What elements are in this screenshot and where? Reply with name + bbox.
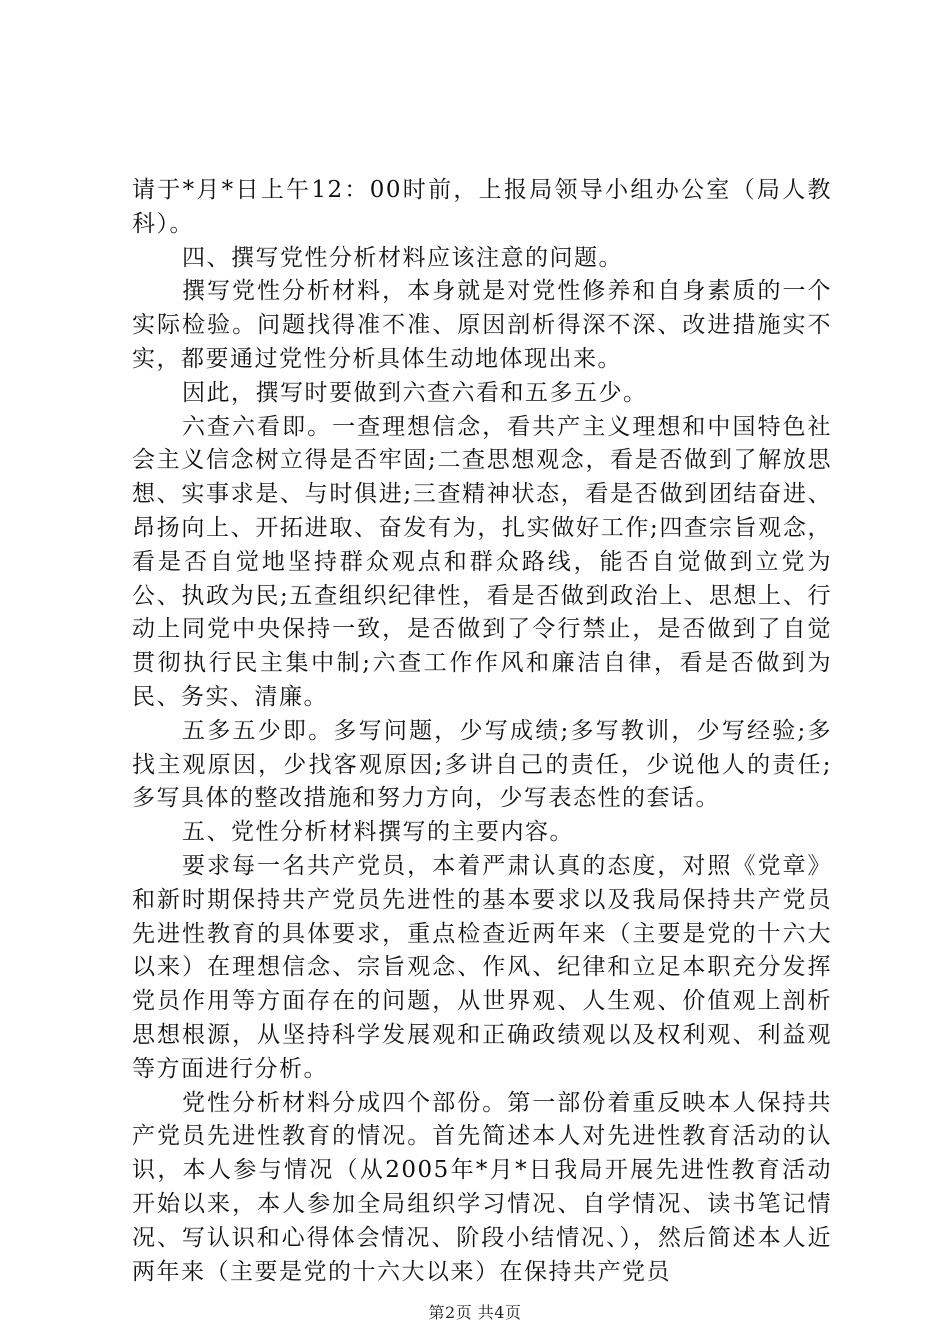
document-body — [132, 174, 832, 1289]
paragraph-requirements: 要求每一名共产党员，本着严肃认真的态度，对照《党章》和新时期保持共产党员先进性的基本要求以及我局保持共产党员先进性教育的具体要求，重点检查近两年来（主要是党的十六大以来）在理想信念、宗旨观念、作风、纪律和立足本职充分发挥党员作用等方面存在的问题，从世界观、人生观、价值观上剖析思想根源，从坚持科学发展观和正确政绩观以及权利观、利益观等方面进行分析。 — [132, 852, 832, 1082]
page-footer — [0, 1300, 950, 1323]
paragraph-deadline: 请于*月*日上午12：00时前，上报局领导小组办公室（局人教科）。 — [132, 177, 832, 237]
section-heading-5: 五、党性分析材料撰写的主要内容。 — [182, 819, 574, 846]
section-heading-4: 四、撰写党性分析材料应该注意的问题。 — [182, 244, 623, 271]
paragraph-five-more-five-less: 五多五少即。多写问题，少写成绩;多写教训，少写经验;多找主观原因，少找客观原因;多讲自己的责任，少说他人的责任;多写具体的整改措施和努力方向，少写表态性的套话。 — [132, 717, 832, 812]
paragraph-writing-purpose: 撰写党性分析材料，本身就是对党性修养和自身素质的一个实际检验。问题找得准不准、原因剖析得深不深、改进措施实不实，都要通过党性分析具体生动地体现出来。 — [132, 278, 832, 372]
paragraph-six-five: 因此，撰写时要做到六查六看和五多五少。 — [182, 379, 648, 406]
page-number: 第2页 共4页 — [428, 1303, 522, 1322]
paragraph-six-checks: 六查六看即。一查理想信念，看共产主义理想和中国特色社会主义信念树立得是否牢固;二查思想观念，看是否做到了解放思想、实事求是、与时俱进;三查精神状态，看是否做到团结奋进、昂扬向上、开拓进取、奋发有为，扎实做好工作;四查宗旨观念，看是否自觉地坚持群众观点和群众路线，能否自觉做到立党为公、执政为民;五查组织纪律性，看是否做到政治上、思想上、行动上同党中央保持一致，是否做到了令行禁止，是否做到了自觉贯彻执行民主集中制;六查工作作风和廉洁自律，看是否做到为民、务实、清廉。 — [132, 413, 832, 710]
paragraph-four-parts: 党性分析材料分成四个部份。第一部份着重反映本人保持共产党员先进性教育的情况。首先简述本人对先进性教育活动的认识，本人参与情况（从2005年*月*日我局开展先进性教育活动开始以来，本人参加全局组织学习情况、自学情况、读书笔记情况、写认识和心得体会情况、阶段小结情况、），然后简述本人近两年来（主要是党的十六大以来）在保持共产党员 — [132, 1089, 832, 1285]
